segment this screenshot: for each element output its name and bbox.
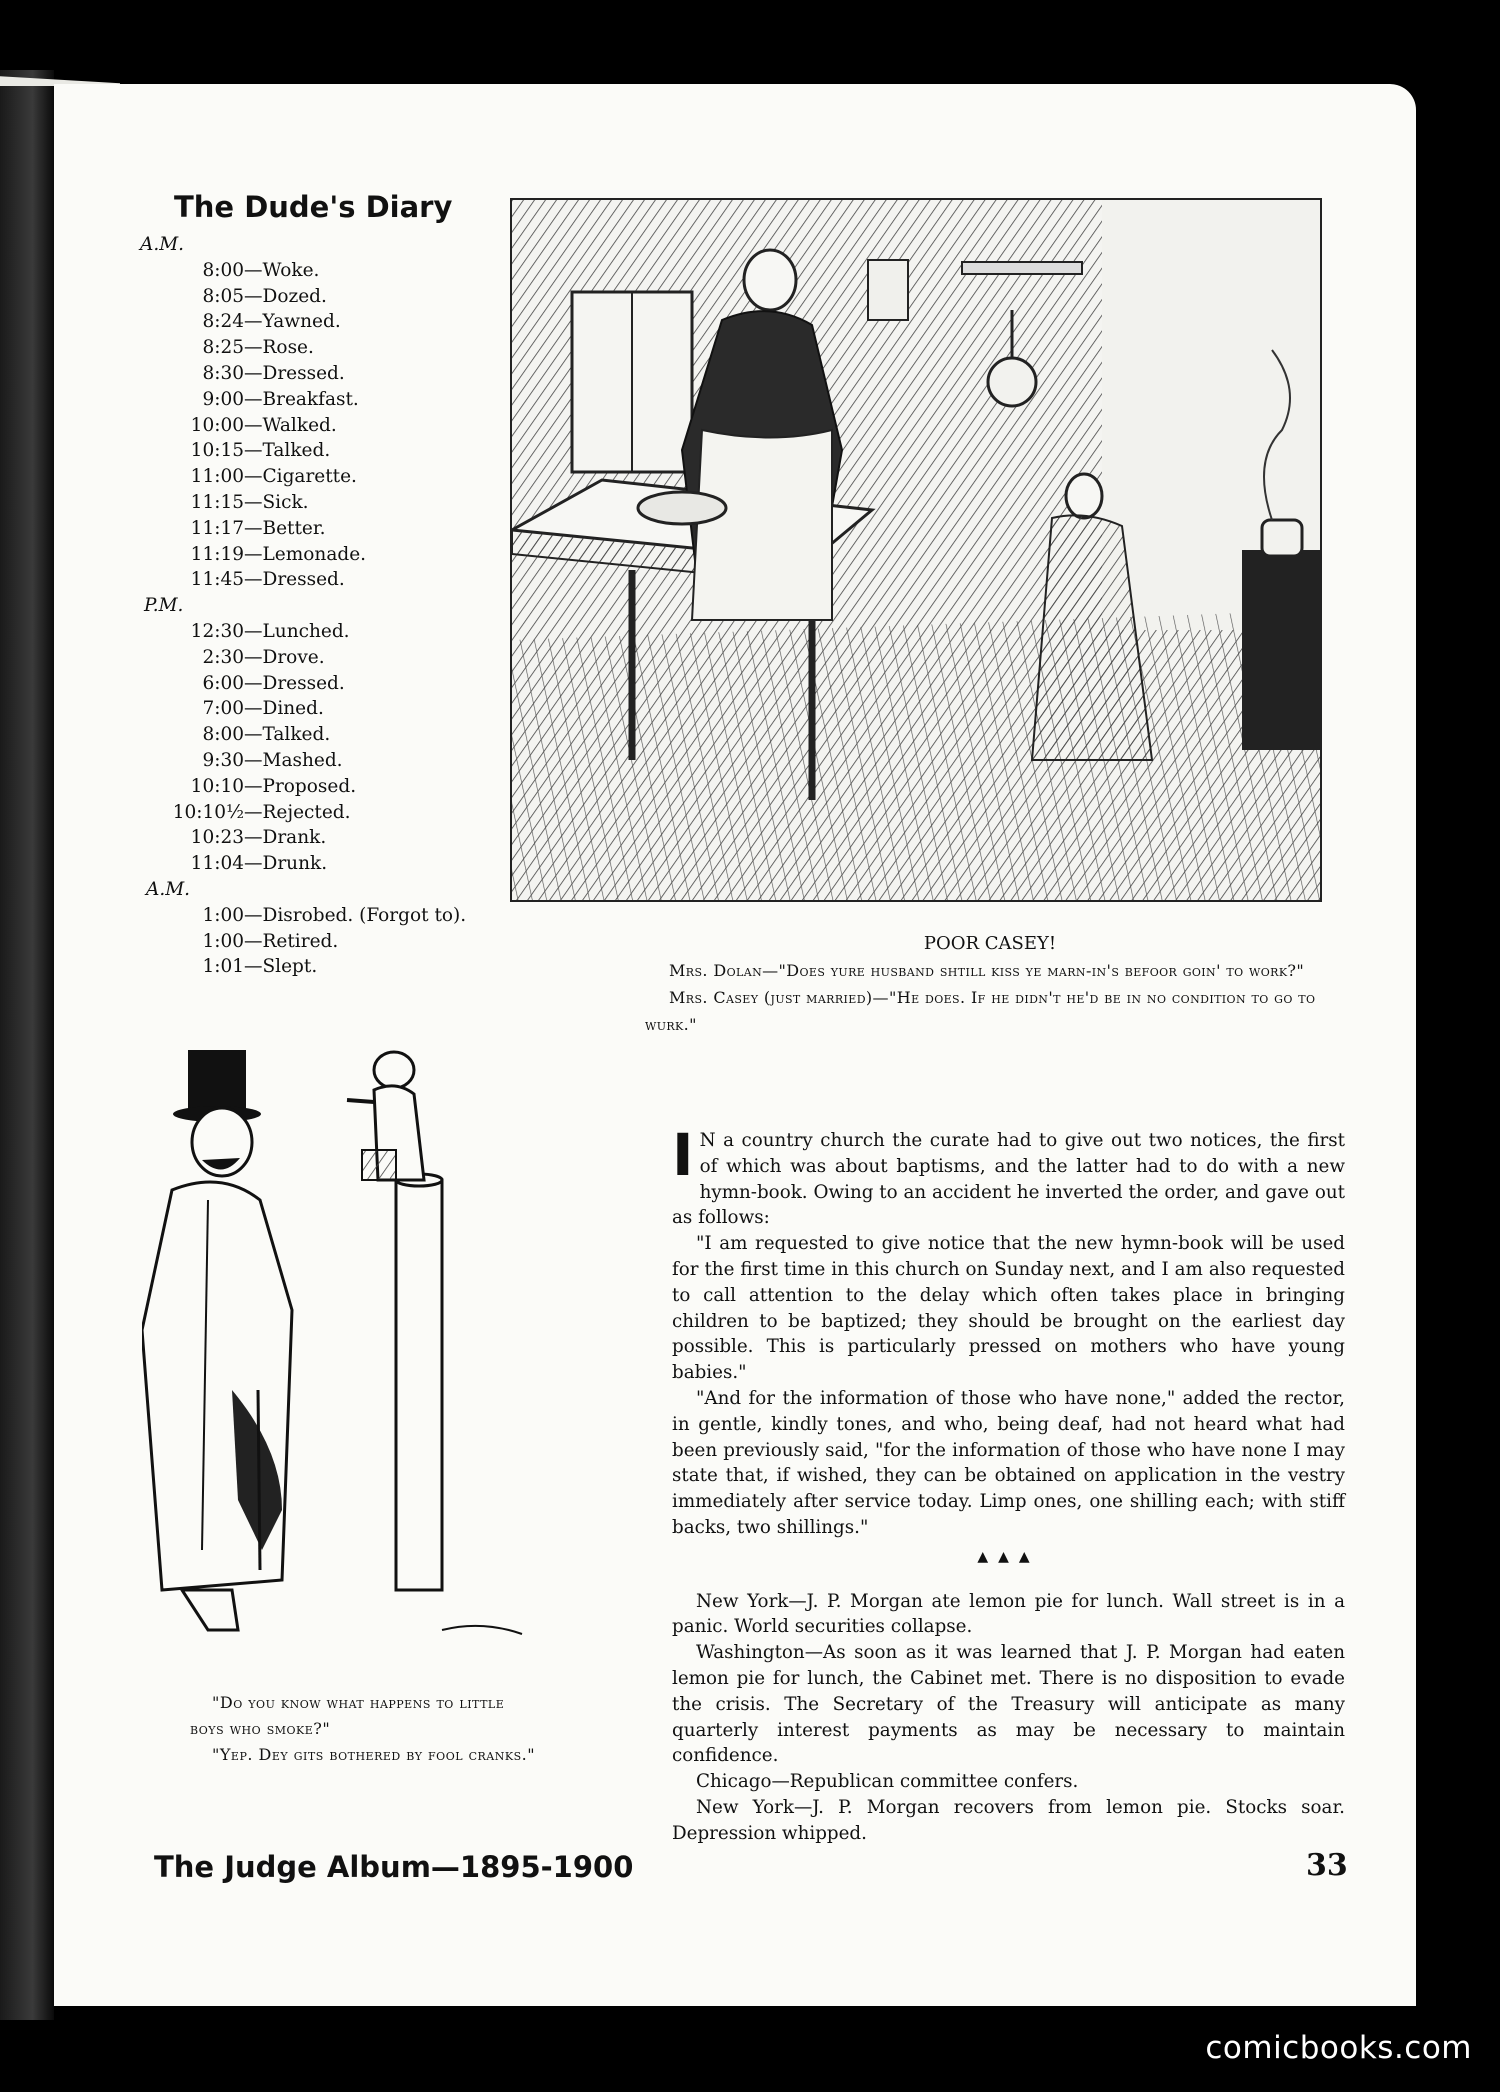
diary-entry: 6:00 —Dressed. (202, 672, 345, 694)
diary-entry: 8:24 —Yawned. (202, 311, 341, 333)
section-separator-ornament: ▲▲▲ (977, 1548, 1040, 1565)
kitchen-cartoon-caption (645, 930, 1335, 1038)
story-paragraph: Washington—As soon as it was learned that J. P. Morgan had eaten lemon pie for lunch, the Cabinet met. There is no disposition to evade the crisis. The Secretary of the Treasury will anticipate as many quarterly interest payments as may be necessary to maintain confidence. (672, 1642, 1345, 1767)
caption-dialogue-line: Mrs. Dolan—"Does yure husband shtill kiss ye marn-in's befoor goin' to work?" (669, 961, 1305, 980)
dude-cartoon-illustration (142, 1030, 582, 1670)
diary-entry: 9:30 —Mashed. (202, 749, 343, 771)
kitchen-cartoon-illustration (510, 198, 1322, 902)
diary-entry: 8:05 —Dozed. (202, 285, 327, 307)
diary-entry: 1:00 —Retired. (202, 930, 339, 952)
story-paragraph: Chicago—Republican committee confers. (696, 1771, 1079, 1793)
diary-entry: 8:30 —Dressed. (202, 362, 345, 384)
story-paragraph: "I am requested to give notice that the new hymn-book will be used for the first time in this church on Sunday next, and I am also requested to call attention to the delay which often takes place in bringing children to be baptized; they should be brought on the earliest day possible. This is particularly pressed on mothers who have young babies." (672, 1233, 1345, 1384)
diary-list (140, 232, 466, 980)
diary-entry: 11:17 —Better. (190, 517, 326, 539)
diary-entry: 10:10 —Proposed. (190, 775, 357, 797)
story-column (672, 1121, 1345, 1847)
diary-entry: 10:23 —Drank. (190, 827, 327, 849)
story-paragraph: New York—J. P. Morgan recovers from lemon pie. Stocks soar. Depression whipped. (672, 1796, 1345, 1844)
diary-entry: 11:15 —Sick. (190, 491, 309, 513)
diary-entry: 10:10½ —Rejected. (172, 801, 351, 823)
page-number: 33 (1306, 1848, 1348, 1883)
binding-edge (0, 70, 54, 2020)
site-watermark: comicbooks.com (1205, 2030, 1472, 2066)
drop-cap: I (672, 1121, 694, 1189)
diary-entry: 11:04 —Drunk. (190, 853, 328, 875)
diary-entry: 10:15 —Talked. (190, 440, 331, 462)
story-paragraph: New York—J. P. Morgan ate lemon pie for lunch. Wall street is in a panic. World securities collapse. (672, 1590, 1345, 1638)
diary-entry: 8:25 —Rose. (202, 337, 314, 359)
diary-entry: 8:00 —Talked. (202, 724, 331, 746)
diary-period-pm: P.M. (144, 595, 184, 617)
diary-entry: 1:00 —Disrobed. (Forgot to). (202, 904, 467, 926)
diary-entry: 10:00 —Walked. (190, 414, 337, 436)
caption-dialogue-line: Mrs. Casey (just married)—"He does. If he didn't he'd be in no condition to go to wurk." (645, 988, 1316, 1034)
diary-entry: 7:00 —Dined. (202, 698, 324, 720)
diary-entry: 8:00 —Woke. (202, 259, 320, 281)
diary-entry: 2:30 —Drove. (202, 646, 325, 668)
story-paragraph: I N a country church the curate had to give out two notices, the first of which was about baptisms, and the latter had to do with a new hymn-book. Owing to an accident he inverted the order, and gave out as follows: (672, 1121, 1345, 1229)
diary-entry: 11:19 —Lemonade. (190, 543, 367, 565)
diary-entry: 1:01 —Slept. (202, 956, 318, 978)
diary-period-am: A.M. (146, 878, 191, 900)
story-paragraph: "And for the information of those who have none," added the rector, in gentle, kindly tones, and who, being deaf, had not heard what had been previously said, "for the information of those who have none I may state that, if wished, they can be obtained on application in the vestry immediately after service today. Limp ones, one shilling each; with stiff backs, two shillings." (672, 1387, 1345, 1538)
caption-dialogue-line: "Do you know what happens to little boys who smoke?" (190, 1693, 505, 1738)
diary-title: The Dude's Diary (174, 190, 453, 224)
caption-dialogue-line: "Yep. Dey gits bothered by fool cranks." (212, 1745, 536, 1764)
caption-title: POOR CASEY! (923, 933, 1057, 954)
diary-entry: 9:00 —Breakfast. (202, 388, 359, 410)
diary-period-am: A.M. (140, 234, 185, 255)
diary-entry: 12:30 —Lunched. (190, 620, 350, 642)
dude-cartoon-caption (190, 1690, 542, 1768)
publication-footer-title: The Judge Album—1895-1900 (154, 1850, 634, 1884)
diary-entry: 11:00 —Cigarette. (190, 466, 357, 488)
diary-entry: 11:45 —Dressed. (190, 569, 345, 591)
